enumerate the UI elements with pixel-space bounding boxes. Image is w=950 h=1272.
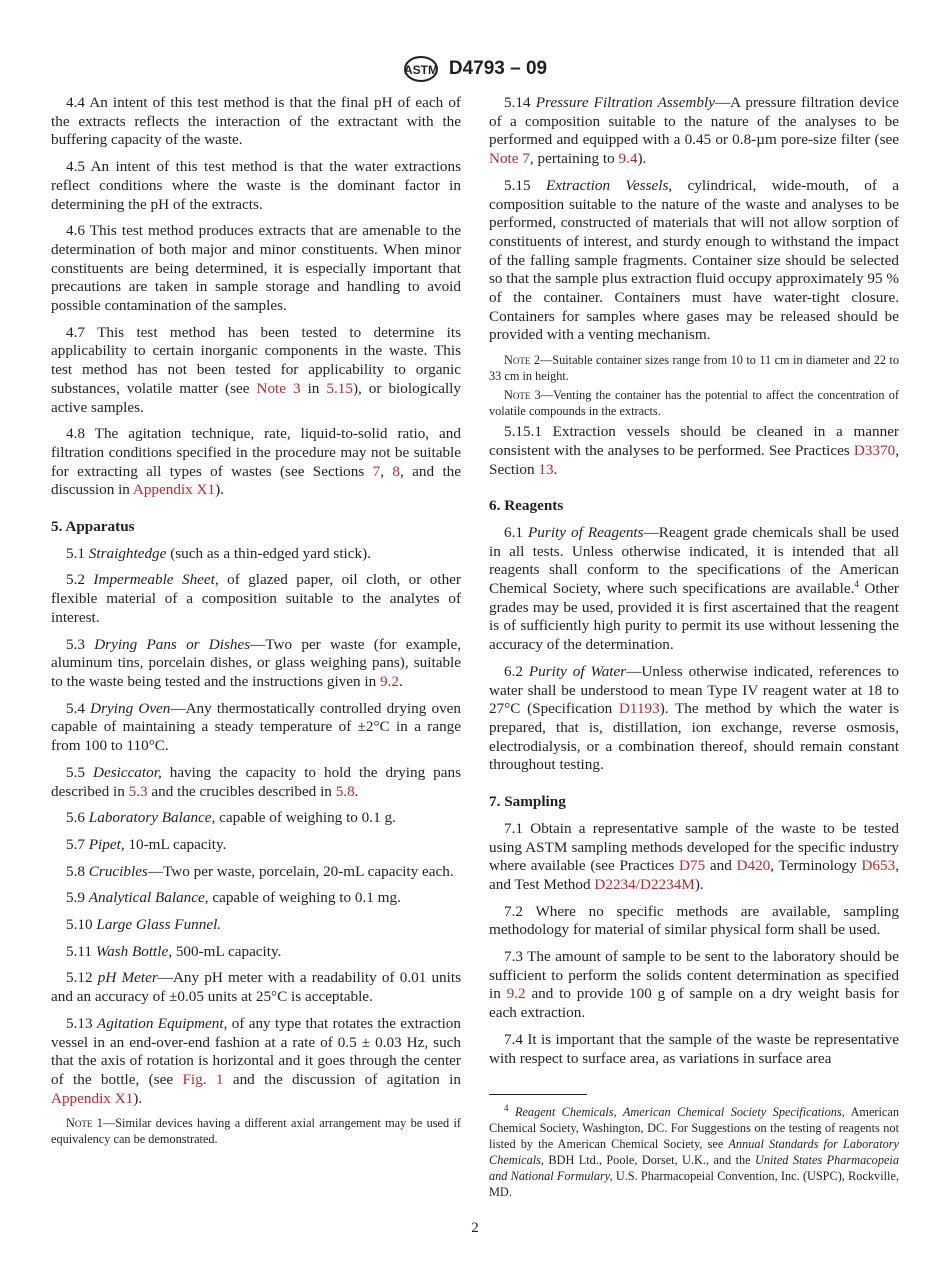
text-run: 2—Suitable container sizes range from 10 to 11 cm in diameter and 22 to 33 cm in height. [489, 353, 899, 383]
text-run: Laboratory Balance, [88, 809, 216, 827]
text-run: —Any thermostatically controlled drying oven capable of maintaining a steady temperature of ±2°C in a range from 100 to 110°C. [51, 699, 462, 755]
paragraph [489, 820, 899, 895]
astm-logo-icon [403, 54, 439, 84]
text-run: , [380, 462, 393, 480]
text-run: (such as a thin-edged yard stick). [166, 544, 371, 562]
footnote-marker: 4 [854, 579, 859, 589]
text-run: —Two per waste (for example, aluminum tins, porcelain dishes, or glass weighing pans), suitable to the waste being tested and the instructions given in [51, 635, 462, 690]
paragraph [489, 94, 899, 169]
text-run: 4.6 This test method produces extracts that are amenable to the determination of both major and minor constituents. When minor constituents are being determined, it is especially important that precautions are taken in sample storage and handling to avoid possible contamination of the samples. [51, 222, 461, 315]
text-run: BDH Ltd., Poole, Dorset, U.K., and the [544, 1153, 755, 1167]
cross-reference-link[interactable]: 8 [392, 462, 400, 480]
text-run: 1—Similar devices having a different axial arrangement may be used if equivalency can be demonstrated. [51, 1116, 461, 1146]
text-run: Extraction Vessels, [545, 176, 673, 194]
text-run: —Any pH meter with a readability of 0.01 units and an accuracy of ±0.05 units at 25°C is acceptable. [51, 969, 462, 1006]
text-run: ), or biologically active samples. [51, 379, 461, 416]
text-run: Drying Pans or Dishes [94, 635, 251, 653]
text-run: 4.5 An intent of this test method is that the water extractions reflect conditions where the waste is the dominant factor in determining the pH of the extracts. [51, 158, 461, 213]
document-designation: D4793 – 09 [448, 58, 548, 79]
cross-reference-link[interactable]: 9.2 [506, 985, 526, 1003]
note [489, 353, 899, 384]
paragraph [489, 903, 899, 940]
text-run: 3—Venting the container has the potential to affect the concentration of volatile compounds in the extracts. [489, 388, 899, 418]
text-run: capable of weighing to 0.1 mg. [208, 889, 401, 907]
text-run: having the capacity to hold the drying pans described in [51, 763, 462, 800]
note [489, 388, 899, 419]
cross-reference-link[interactable]: 9.4 [618, 150, 638, 168]
paragraph [489, 177, 899, 345]
text-run: Agitation Equipment, [96, 1014, 228, 1032]
text-run: Reagent Chemicals, American Chemical Society Specifications [508, 1105, 842, 1119]
footnote-4 [489, 1104, 899, 1200]
text-run: 5.14 [504, 94, 536, 111]
paragraph [51, 809, 461, 828]
text-run: Wash Bottle, [95, 942, 173, 960]
text-run: Purity of Water [528, 662, 627, 680]
section-heading [489, 497, 899, 516]
text-run: pH Meter [97, 969, 158, 987]
text-run: Pressure Filtration Assembly [535, 94, 715, 111]
text-run: Large Glass Funnel. [96, 916, 222, 934]
text-run: 7. Sampling [489, 793, 566, 811]
text-run: ). [215, 481, 224, 499]
note [51, 1116, 461, 1147]
paragraph [51, 836, 461, 855]
text-run: , American Chemical Society, Washington, DC. For Suggestions on the testing of reagents not listed by the American Chemical Society, see [489, 1105, 899, 1151]
text-run: 6. Reagents [489, 497, 564, 515]
paragraph [51, 943, 461, 962]
paragraph [489, 524, 899, 655]
text-run: 5.6 [66, 809, 89, 827]
paragraph [51, 1015, 461, 1109]
left-column [51, 94, 461, 1151]
text-run: Crucibles [88, 862, 148, 880]
text-run: 5.7 [66, 835, 89, 853]
text-run: —A pressure filtration device of a composition suitable to the nature of the analyses to be performed and equipped with a 0.45 or 0.8-µm pore-size filter (see [489, 94, 899, 149]
paragraph [51, 222, 461, 316]
text-run: Impermeable Sheet, [93, 571, 219, 589]
text-run: Desiccator, [92, 763, 162, 781]
cross-reference-link[interactable]: D3370 [853, 441, 896, 459]
cross-reference-link[interactable]: Appendix X1 [132, 481, 216, 499]
cross-reference-link[interactable]: D653 [861, 857, 896, 875]
paragraph [51, 158, 461, 214]
text-run: 5.2 [66, 571, 94, 589]
paragraph [489, 423, 899, 479]
paragraph [51, 545, 461, 564]
cross-reference-link[interactable]: D420 [736, 857, 771, 875]
text-run: 5. Apparatus [51, 518, 135, 536]
text-run: , and Test Method [489, 857, 899, 893]
text-run: 5.4 [66, 699, 91, 717]
right-column [489, 94, 899, 1076]
text-run: 7.1 Obtain a representative sample of the waste to be tested using ASTM sampling methods developed for the specific industry where available (see Practices [489, 819, 899, 875]
cross-reference-link[interactable]: 7 [372, 462, 381, 480]
paragraph [51, 916, 461, 935]
cross-reference-link[interactable]: D1193 [618, 700, 660, 718]
paragraph [489, 948, 899, 1023]
paragraph [51, 636, 461, 692]
text-run: 4.4 An intent of this test method is that the final pH of each of the extracts reflects the interaction of the extractant with the buffering capacity of the waste. [51, 94, 461, 149]
text-run: 4.7 This test method has been tested to determine its applicability to certain inorganic components in the waste. This test method has not been tested for applicability to organic substances, volatile matter (see [51, 323, 461, 397]
paragraph [51, 324, 461, 418]
text-run: ). [694, 875, 704, 893]
paragraph [489, 663, 899, 775]
text-run: 5.9 [66, 889, 89, 907]
text-run: of glazed paper, oil cloth, or other flexible material of a composition suitable to the analytes of interest. [51, 571, 461, 626]
cross-reference-link[interactable]: 9.2 [380, 672, 399, 690]
cross-reference-link[interactable]: Note 7 [489, 150, 530, 168]
cross-reference-link[interactable]: Appendix X1 [51, 1089, 134, 1107]
page-number: 2 [471, 1220, 479, 1236]
text-run: and [705, 857, 737, 875]
cross-reference-link[interactable]: 13 [538, 460, 554, 478]
text-run: . [354, 782, 359, 800]
svg-text:ASTM: ASTM [403, 63, 438, 77]
text-run: Note [504, 388, 531, 403]
text-run: Analytical Balance, [88, 889, 209, 907]
paragraph [489, 1031, 899, 1068]
text-run: . [398, 672, 403, 690]
text-run: cylindrical, wide-mouth, of a composition suitable to the nature of the waste and analyses to be performed, constructed of materials that will not allow sorption of constituents of interest, and sturdy enough to withstand the impact of the falling sample fragments. Container size should be selected so that the sample plus extraction fluid occupy approximately 95 % of the container. Containers must have water-tight closure. Containers for samples where gases may be released should be provided with a venting mechanism. [489, 176, 899, 344]
text-run: , Section [489, 441, 899, 478]
footnote-marker: 4 [504, 1102, 509, 1113]
text-run: in [300, 379, 327, 397]
text-run: 5.1 [66, 544, 89, 562]
paragraph [51, 863, 461, 882]
text-run: Other grades may be used, provided it is first ascertained that the reagent is of sufficiently high purity to permit its use without lessening the accuracy of the determination. [489, 580, 899, 654]
cross-reference-link[interactable]: D2234/D2234M [594, 875, 695, 893]
text-run: and to provide 100 g of sample on a dry weight basis for each extraction. [489, 985, 899, 1022]
cross-reference-link[interactable]: D75 [679, 857, 706, 875]
text-run: Note [504, 353, 531, 368]
text-run: —Unless otherwise indicated, references to water shall be understood to mean Type IV reagent water at 18 to 27°C (Specification [489, 662, 900, 718]
text-run: 5.12 [66, 969, 98, 987]
text-run: Purity of Reagents [528, 523, 644, 541]
page-header [0, 54, 950, 84]
text-run: . [553, 460, 558, 478]
text-run: 6.2 [504, 662, 529, 680]
text-run: Drying Oven [90, 699, 171, 717]
text-run: 5.11 [66, 942, 96, 960]
text-run: and the discussion of agitation in [223, 1070, 461, 1088]
text-run: ). The method by which the water is prepared, that is, distillation, ion exchange, reverse osmosis, electrodialysis, or a combination thereof, should remain constant throughout testing. [489, 700, 899, 774]
section-heading [51, 518, 461, 537]
text-run: 7.3 The amount of sample to be sent to the laboratory should be sufficient to perform the solids content determination as specified in [489, 948, 899, 1003]
cross-reference-link[interactable]: 5.8 [335, 782, 355, 800]
cross-reference-link[interactable]: 5.15 [326, 379, 353, 397]
text-run: and the crucibles described in [147, 782, 336, 800]
paragraph [51, 571, 461, 627]
text-run: Note [66, 1116, 93, 1131]
text-run: 5.10 [66, 916, 97, 934]
text-run: ). [637, 150, 647, 168]
text-run: 4.8 The agitation technique, rate, liquid-to-solid ratio, and filtration conditions specified in the procedure may not be suitable for extracting all types of wastes (see Sections [51, 425, 461, 480]
text-run: —Reagent grade chemicals shall be used in all tests. Unless otherwise indicated, it is intended that all reagents shall conform to the specifications of the American Chemical Society, where such specifications are available. [489, 523, 900, 598]
text-run: ). [133, 1089, 143, 1107]
text-run: 5.15 [504, 176, 546, 194]
text-run: —Two per waste, porcelain, 20-mL capacity each. [147, 862, 454, 880]
text-run: 6.1 [504, 523, 529, 541]
text-run: Straightedge [88, 544, 167, 562]
cross-reference-link[interactable]: Fig. 1 [182, 1070, 224, 1088]
cross-reference-link[interactable]: 5.3 [128, 782, 148, 800]
text-run: , pertaining to [529, 150, 619, 168]
text-run: 500-mL capacity. [172, 942, 282, 960]
text-run: , Terminology [770, 857, 862, 875]
footnote-divider [489, 1094, 587, 1095]
text-run: 5.13 [66, 1014, 97, 1032]
cross-reference-link[interactable]: Note 3 [256, 379, 301, 397]
paragraph [51, 889, 461, 908]
text-run: Pipet, [88, 835, 125, 853]
text-run: U.S. Pharmacopeial Convention, Inc. (USPC), Rockville, MD. [489, 1169, 899, 1199]
section-heading [489, 793, 899, 812]
text-run: 5.8 [66, 862, 89, 880]
paragraph [51, 94, 461, 150]
paragraph [51, 764, 461, 801]
text-run: United States Pharmacopeia and National Formulary, [489, 1153, 899, 1183]
text-run: 10-mL capacity. [124, 835, 227, 853]
text-run: 5.3 [66, 635, 95, 653]
paragraph [51, 700, 461, 756]
paragraph [51, 969, 461, 1006]
text-run: 7.4 It is important that the sample of the waste be representative with respect to surface area, as variations in surface area [489, 1030, 899, 1067]
text-run: of any type that rotates the extraction vessel in an end-over-end fashion at a rate of 0.5 ± 0.03 Hz, such that the axis of rotation is horizontal and it goes through the center of the bottle, (see [51, 1014, 461, 1088]
text-run: capable of weighing to 0.1 g. [215, 809, 396, 827]
paragraph [51, 425, 461, 500]
text-run: 5.5 [66, 763, 93, 781]
text-run: Annual Standards for Laboratory Chemicals, [489, 1137, 900, 1167]
text-run: 5.15.1 Extraction vessels should be cleaned in a manner consistent with the analyses to be performed. See Practices [489, 423, 899, 459]
text-run: , and the discussion in [51, 462, 462, 499]
text-run: 7.2 Where no specific methods are available, sampling methodology for material of similar physical form shall be used. [489, 902, 899, 939]
